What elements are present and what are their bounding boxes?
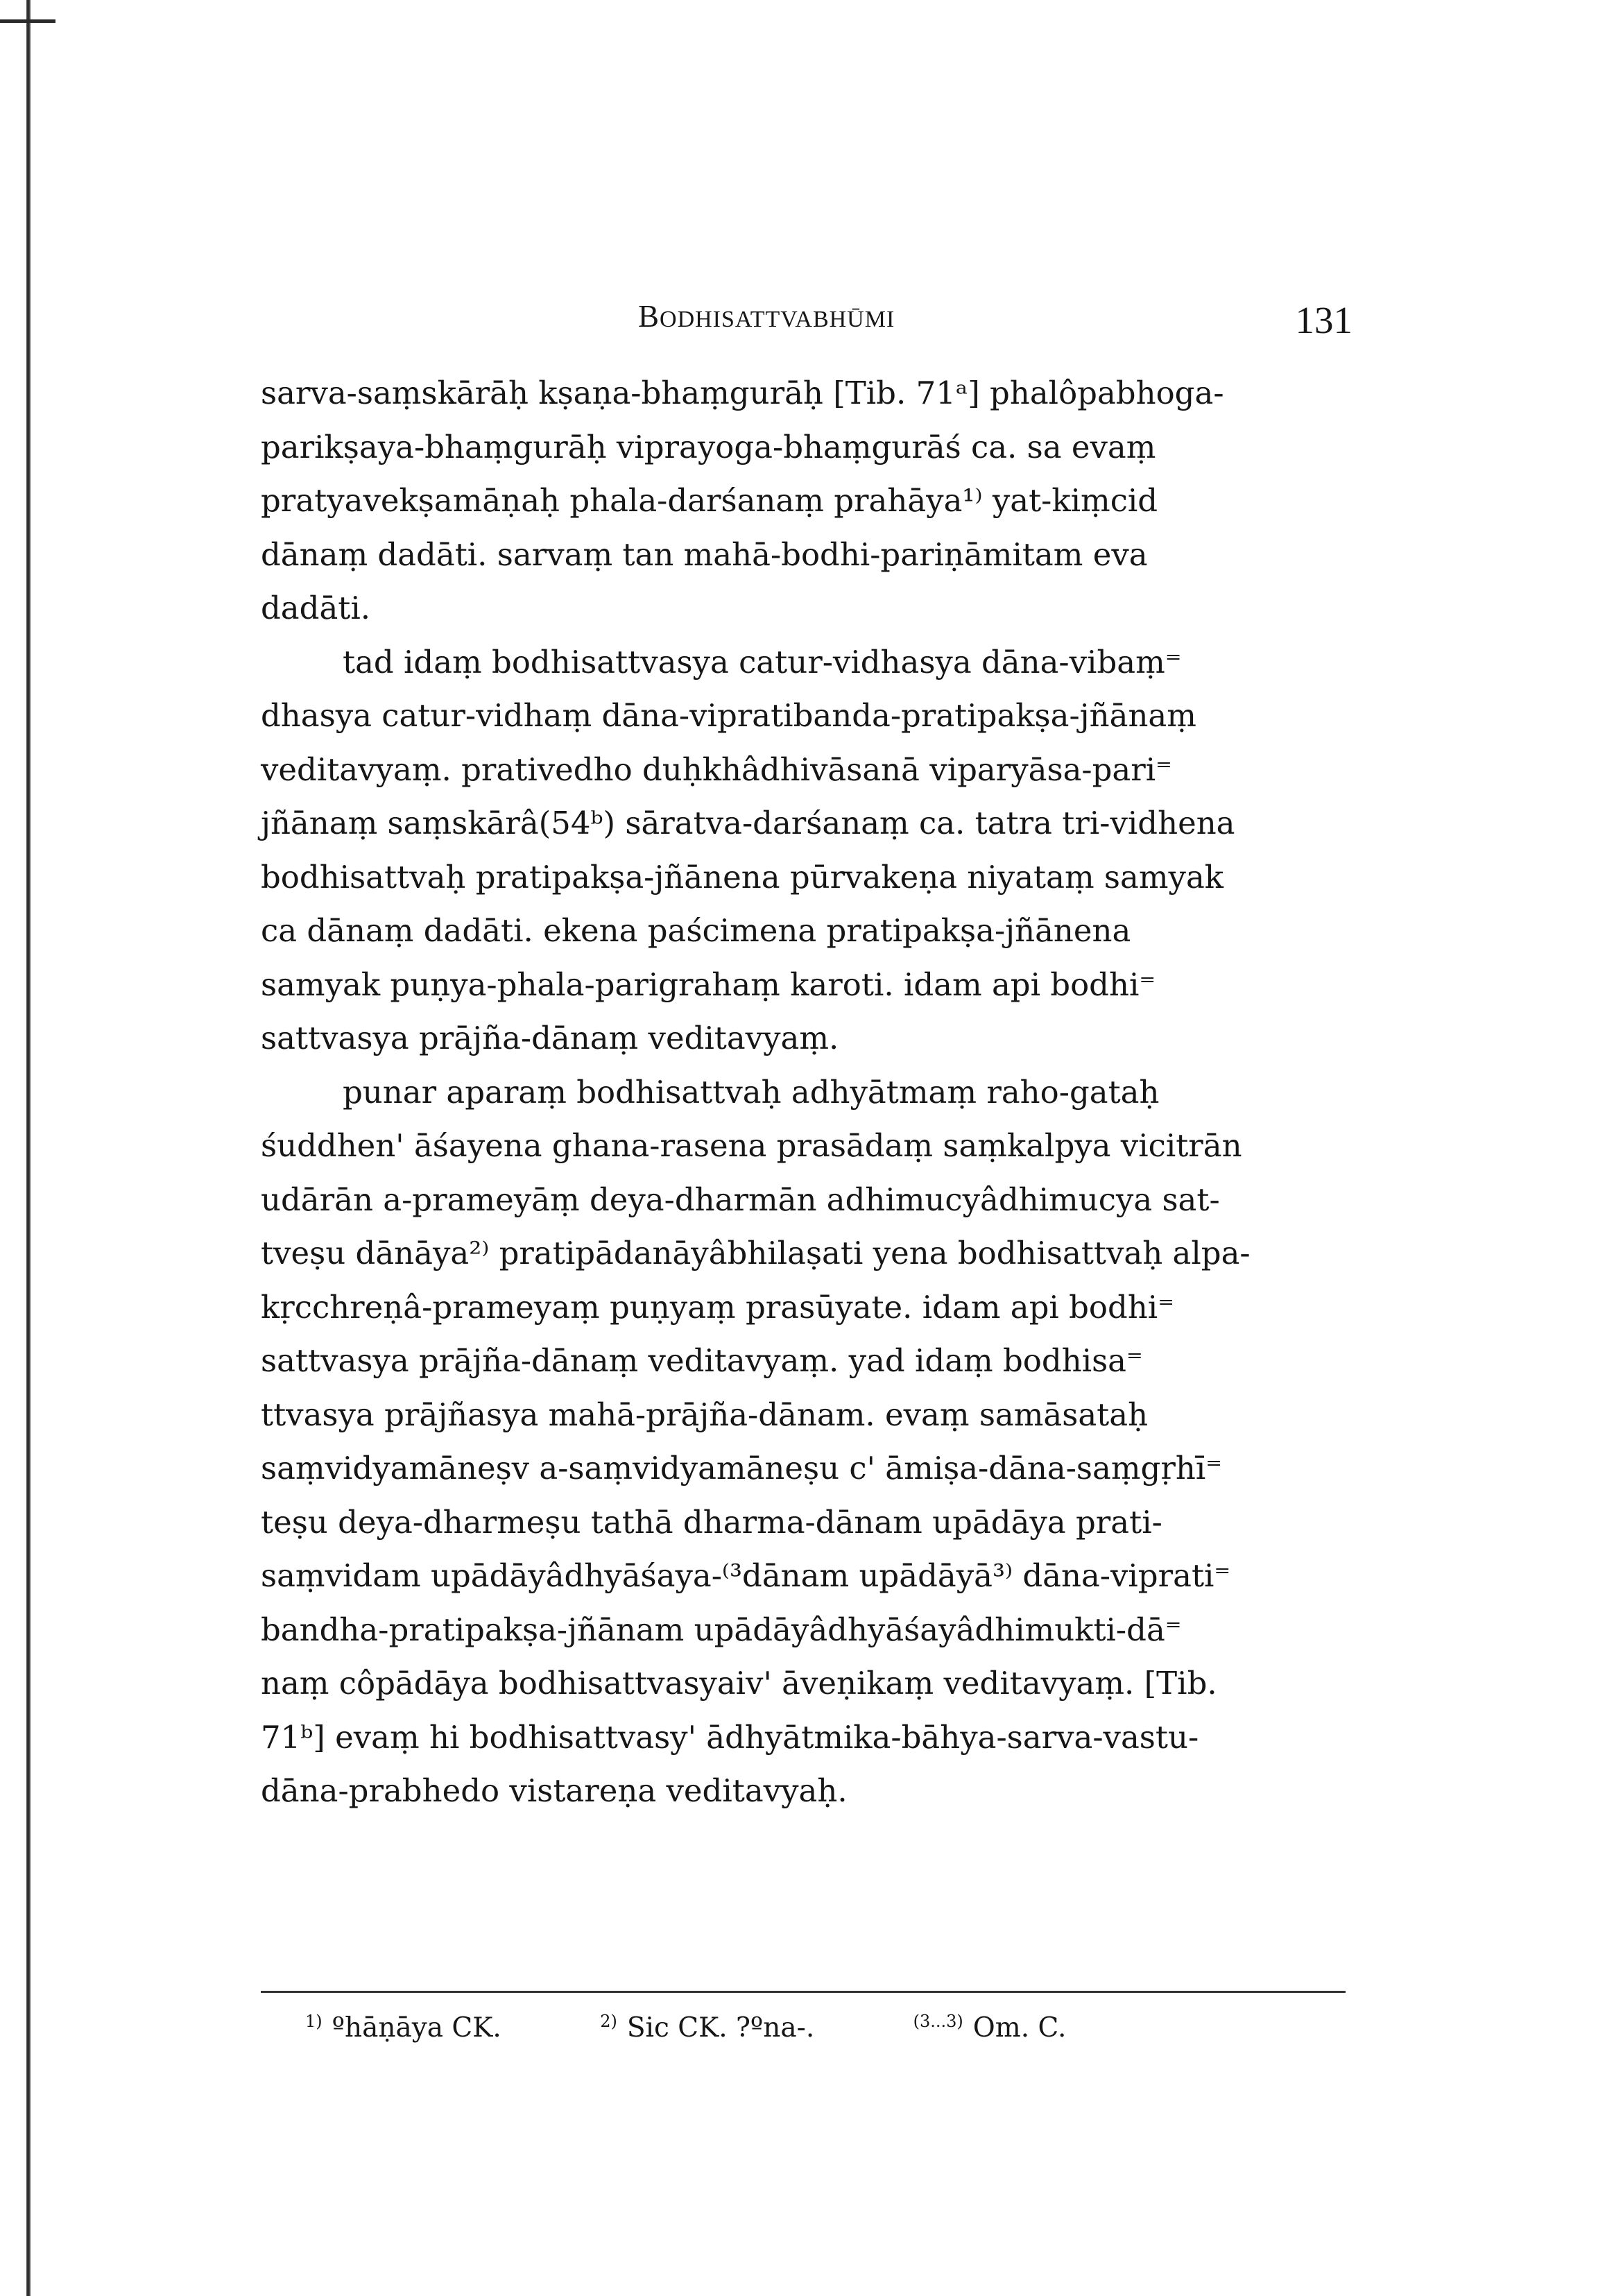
footnote-divider bbox=[261, 1991, 1346, 1993]
text-line: udārān a-prameyāṃ deya-dharmān adhimucyâdhimucya sat- bbox=[261, 1181, 1220, 1218]
text-line: saṃvidam upādāyâdhyāśaya-⁽³dānam upādāyā³⁾ dāna-viprati⁼ bbox=[261, 1557, 1231, 1594]
text-line: śuddhen' āśayena ghana-rasena prasādaṃ saṃkalpya vicitrān bbox=[261, 1127, 1242, 1164]
header-title-initial: B bbox=[638, 299, 660, 334]
text-line: dhasya catur-vidhaṃ dāna-vipratibanda-pratipakṣa-jñānaṃ bbox=[261, 697, 1196, 734]
header-title-rest: ODHISATTVABHŪMI bbox=[660, 307, 895, 332]
text-line: dadāti. bbox=[261, 590, 371, 626]
text-line: naṃ côpādāya bodhisattvasyaiv' āveṇikaṃ veditavyaṃ. [Tib. bbox=[261, 1665, 1217, 1702]
footnote-text: ºhāṇāya CK. bbox=[332, 2012, 501, 2044]
footnote-2 bbox=[600, 2012, 814, 2044]
book-binding-edge bbox=[26, 0, 31, 2296]
text-line: pratyavekṣamāṇaḥ phala-darśanaṃ prahāya¹⁾ yat-kiṃcid bbox=[261, 482, 1158, 519]
main-text bbox=[261, 366, 1350, 1818]
text-line: bodhisattvaḥ pratipakṣa-jñānena pūrvakeṇa niyataṃ samyak bbox=[261, 858, 1224, 896]
text-line: tveṣu dānāya²⁾ pratipādanāyâbhilaṣati yena bodhisattvaḥ alpa- bbox=[261, 1235, 1251, 1271]
text-line: samyak puṇya-phala-parigrahaṃ karoti. idam api bodhi⁼ bbox=[261, 966, 1156, 1003]
paragraph-1 bbox=[261, 366, 1350, 635]
footnote-mark: 1) bbox=[305, 2012, 323, 2031]
text-line: ttvasya prājñasya mahā-prājña-dānam. evaṃ samāsataḥ bbox=[261, 1396, 1149, 1433]
text-line: teṣu deya-dharmeṣu tathā dharma-dānam upādāya prati- bbox=[261, 1503, 1162, 1541]
text-line: dāna-prabhedo vistareṇa veditavyaḥ. bbox=[261, 1772, 848, 1809]
text-line: sattvasya prājña-dānaṃ veditavyaṃ. yad idaṃ bodhisa⁼ bbox=[261, 1342, 1143, 1379]
text-line: dānaṃ dadāti. sarvaṃ tan mahā-bodhi-pariṇāmitam eva bbox=[261, 536, 1148, 573]
text-line: saṃvidyamāneṣv a-saṃvidyamāneṣu c' āmiṣa-dāna-saṃgṛhī⁼ bbox=[261, 1450, 1222, 1487]
text-line: sattvasya prājña-dānaṃ veditavyaṃ. bbox=[261, 1020, 839, 1056]
binding-clip bbox=[0, 19, 55, 23]
text-line: ca dānaṃ dadāti. ekena paścimena pratipakṣa-jñānena bbox=[261, 912, 1131, 949]
text-line: jñānaṃ saṃskārâ(54ᵇ) sāratva-darśanaṃ ca. tatra tri-vidhena bbox=[261, 805, 1235, 841]
text-line: parikṣaya-bhaṃgurāḥ viprayoga-bhaṃgurāś ca. sa evaṃ bbox=[261, 428, 1156, 465]
text-line: sarva-saṃskārāḥ kṣaṇa-bhaṃgurāḥ [Tib. 71ᵃ] phalôpabhoga- bbox=[261, 375, 1224, 411]
footnote-3 bbox=[913, 2012, 1067, 2044]
text-line: veditavyaṃ. prativedho duḥkhâdhivāsanā viparyāsa-pari⁼ bbox=[261, 751, 1172, 788]
footnotes bbox=[305, 2012, 1156, 2044]
text-line: bandha-pratipakṣa-jñānam upādāyâdhyāśayâdhimukti-dā⁼ bbox=[261, 1611, 1182, 1648]
footnote-text: Sic CK. ?ºna-. bbox=[626, 2012, 815, 2044]
running-header-title bbox=[638, 298, 895, 334]
text-line: tad idaṃ bodhisattvasya catur-vidhasya dāna-vibaṃ⁼ bbox=[343, 643, 1182, 680]
footnote-mark: 2) bbox=[600, 2012, 617, 2031]
text-line: punar aparaṃ bodhisattvaḥ adhyātmaṃ raho-gataḥ bbox=[343, 1073, 1160, 1111]
text-line: 71ᵇ] evaṃ hi bodhisattvasy' ādhyātmika-bāhya-sarva-vastu- bbox=[261, 1718, 1199, 1756]
text-line: kṛcchreṇâ-prameyaṃ puṇyaṃ prasūyate. idam api bodhi⁼ bbox=[261, 1288, 1174, 1326]
paragraph-3 bbox=[261, 1065, 1350, 1818]
page-number: 131 bbox=[1295, 299, 1352, 341]
paragraph-2 bbox=[261, 635, 1350, 1065]
footnote-mark: (3...3) bbox=[913, 2012, 963, 2031]
footnote-1 bbox=[305, 2012, 501, 2044]
footnote-text: Om. C. bbox=[972, 2012, 1067, 2044]
